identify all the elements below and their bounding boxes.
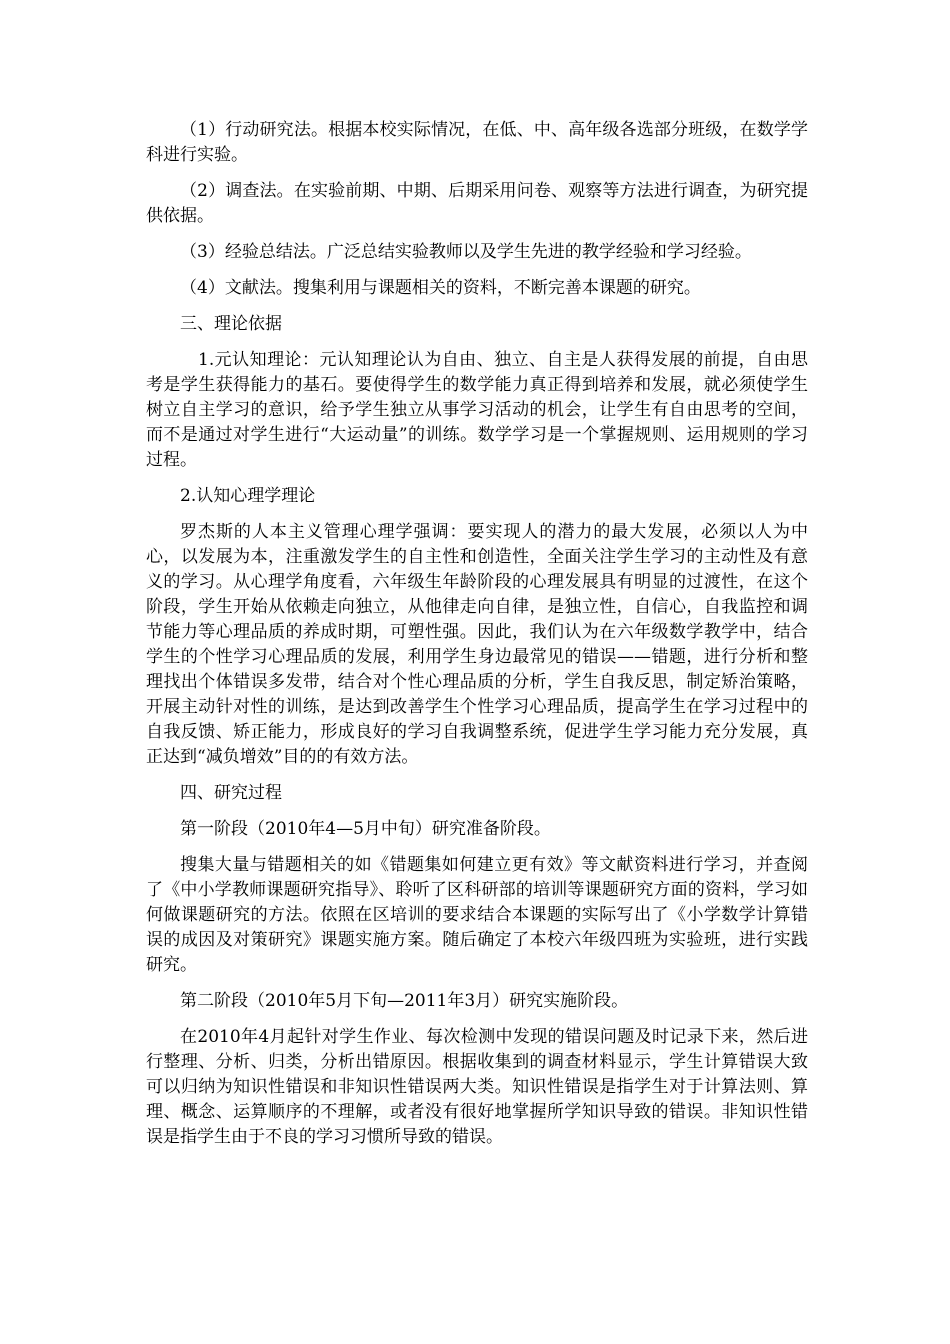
method-action-research: （1）行动研究法。根据本校实际情况，在低、中、高年级各选部分班级，在数学学科进行实验。 xyxy=(146,120,808,165)
stage-two-heading: 第二阶段（2010年5月下旬—2011年3月）研究实施阶段。 xyxy=(180,991,629,1011)
section-heading-theory: 三、理论依据 xyxy=(180,314,282,334)
stage-one-heading: 第一阶段（2010年4—5月中旬）研究准备阶段。 xyxy=(180,819,551,839)
stage-one-body: 搜集大量与错题相关的如《错题集如何建立更有效》等文献资料进行学习，并查阅了《中小学教师课题研究指导》、聆听了区科研部的培训等课题研究方面的资料，学习如何做课题研究的方法。依照在区培训的要求结合本课题的实际写出了《小学数学计算错误的成因及对策研究》课题实施方案。随后确定了本校六年级四班为实验班，进行实践研究。 xyxy=(146,855,808,975)
method-survey: （2）调查法。在实验前期、中期、后期采用问卷、观察等方法进行调查，为研究提供依据。 xyxy=(146,181,808,226)
stage-two-body: 在2010年4月起针对学生作业、每次检测中发现的错误问题及时记录下来，然后进行整理、分析、归类，分析出错原因。根据收集到的调查材料显示，学生计算错误大致可以归纳为知识性错误和非知识性错误两大类。知识性错误是指学生对于计算法则、算理、概念、运算顺序的不理解，或者没有很好地掌握所学知识导致的错误。非知识性错误是指学生由于不良的学习习惯所导致的错误。 xyxy=(146,1027,808,1147)
method-literature: （4）文献法。搜集利用与课题相关的资料，不断完善本课题的研究。 xyxy=(180,278,701,298)
theory-cognitive-psychology-heading: 2.认知心理学理论 xyxy=(180,486,316,506)
theory-rogers: 罗杰斯的人本主义管理心理学强调：要实现人的潜力的最大发展，必须以人为中心，以发展为本，注重激发学生的自主性和创造性，全面关注学生学习的主动性及有意义的学习。从心理学角度看，六年级生年龄阶段的心理发展具有明显的过渡性，在这个阶段，学生开始从依赖走向独立，从他律走向自律，是独立性，自信心，自我监控和调节能力等心理品质的养成时期，可塑性强。因此，我们认为在六年级数学教学中，结合学生的个性学习心理品质的发展，利用学生身边最常见的错误——错题，进行分析和整理找出个体错误多发带，结合对个性心理品质的分析，学生自我反思，制定矫治策略，开展主动针对性的训练，是达到改善学生个性学习心理品质，提高学生在学习过程中的自我反馈、矫正能力，形成良好的学习自我调整系统，促进学生学习能力充分发展，真正达到“减负增效”目的的有效方法。 xyxy=(146,522,808,767)
theory-metacognition: 1.元认知理论：元认知理论认为自由、独立、自主是人获得发展的前提，自由思考是学生获得能力的基石。要使得学生的数学能力真正得到培养和发展，就必须使学生树立自主学习的意识，给予学生独立从事学习活动的机会，让学生有自由思考的空间，而不是通过对学生进行“大运动量”的训练。数学学习是一个掌握规则、运用规则的学习过程。 xyxy=(146,350,808,470)
section-heading-process: 四、研究过程 xyxy=(180,783,282,803)
method-experience-summary: （3）经验总结法。广泛总结实验教师以及学生先进的教学经验和学习经验。 xyxy=(180,242,752,262)
document-page xyxy=(146,118,808,1161)
